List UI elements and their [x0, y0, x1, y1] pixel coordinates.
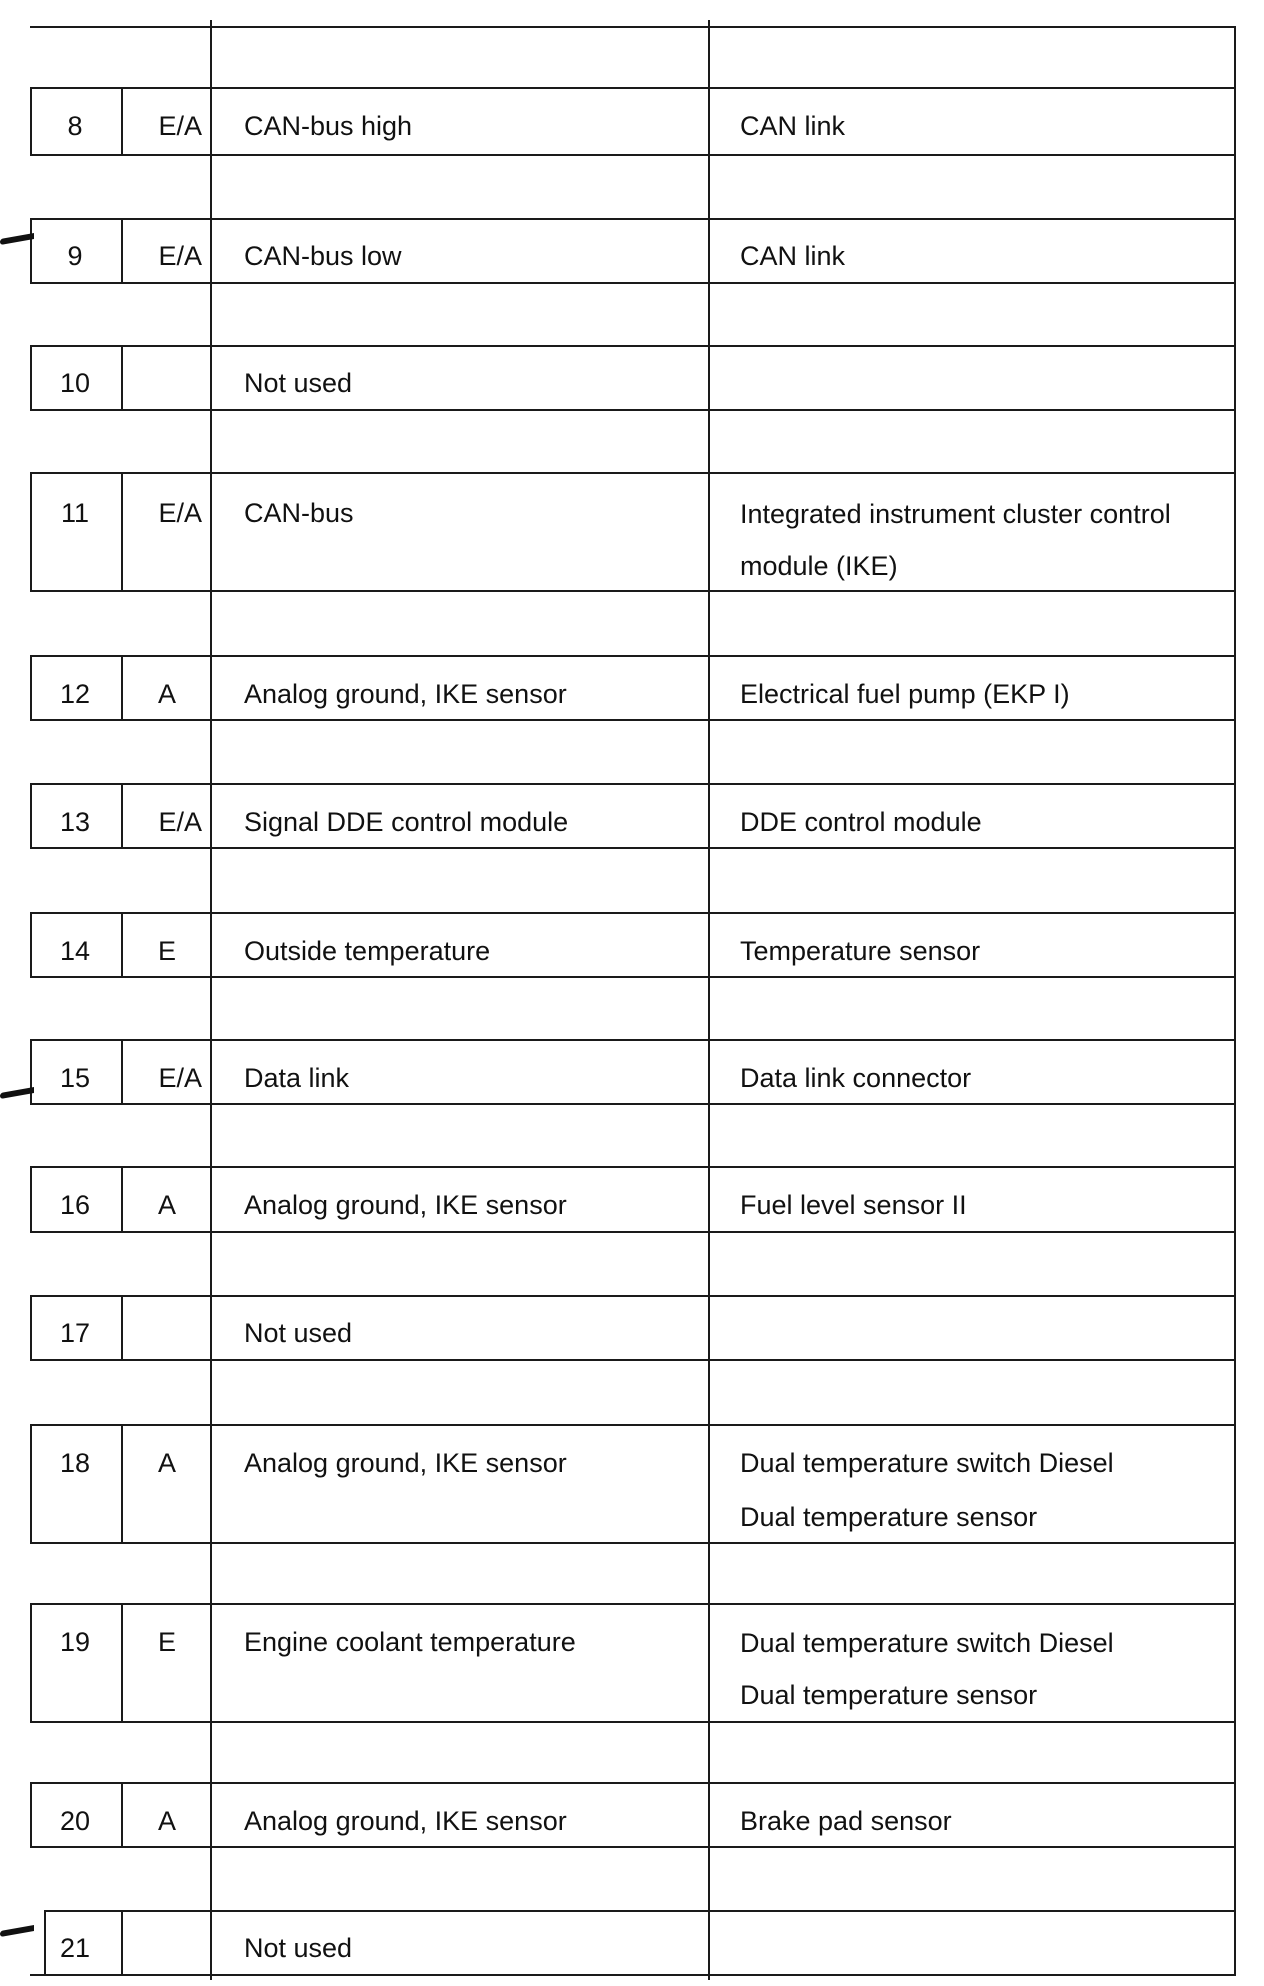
row-divider	[30, 1542, 1236, 1544]
row-border	[121, 1782, 123, 1848]
pin-number: 17	[59, 1318, 91, 1348]
row-divider	[30, 472, 1236, 474]
pin-signal: CAN-bus high	[244, 111, 413, 141]
pin-signal: Not used	[244, 368, 353, 398]
pin-component-line-2: module (IKE)	[740, 551, 898, 581]
pin-number: 14	[59, 936, 91, 966]
pin-direction: A	[157, 1190, 176, 1220]
pin-direction: A	[157, 679, 176, 709]
pin-direction: E	[157, 1627, 176, 1657]
row-border	[121, 1166, 123, 1233]
pin-direction: E/A	[158, 498, 202, 528]
row-divider	[30, 1974, 1236, 1976]
pin-number: 16	[59, 1190, 91, 1220]
pin-signal: Analog ground, IKE sensor	[244, 1806, 567, 1836]
pin-direction: E/A	[158, 241, 202, 271]
row-divider	[30, 1782, 1236, 1784]
pin-number: 12	[59, 679, 91, 709]
pin-signal: Outside temperature	[244, 936, 491, 966]
pin-signal: Engine coolant temperature	[244, 1627, 576, 1657]
pin-number: 21	[59, 1933, 91, 1963]
row-divider	[30, 1846, 1236, 1848]
pin-number: 19	[59, 1627, 91, 1657]
row-divider	[44, 1910, 1236, 1912]
row-divider	[30, 1166, 1236, 1168]
row-border	[121, 912, 123, 978]
row-divider	[30, 590, 1236, 592]
row-border	[121, 1295, 123, 1361]
row-divider	[30, 1039, 1236, 1041]
row-divider	[30, 1295, 1236, 1297]
pin-component-line-1: Dual temperature switch Diesel	[740, 1628, 1114, 1658]
pin-component-line-1: Integrated instrument cluster control	[740, 499, 1171, 529]
pin-signal: CAN-bus	[244, 498, 354, 528]
row-divider	[30, 345, 1236, 347]
row-divider	[30, 655, 1236, 657]
row-border	[121, 1603, 123, 1723]
row-divider	[30, 1603, 1236, 1605]
table-right-border	[1234, 26, 1236, 1916]
row-border	[121, 1424, 123, 1544]
pin-direction: E/A	[158, 111, 202, 141]
row-border	[121, 472, 123, 592]
pin-signal: Analog ground, IKE sensor	[244, 1448, 567, 1478]
pin-component-line-2: Dual temperature sensor	[740, 1502, 1038, 1532]
pin-signal: Signal DDE control module	[244, 807, 569, 837]
pin-component: Temperature sensor	[740, 936, 981, 966]
pin-number: 9	[67, 241, 83, 271]
binding-mark	[0, 233, 34, 245]
pin-number: 13	[59, 807, 91, 837]
binding-mark	[0, 1087, 34, 1099]
pin-component: CAN link	[740, 111, 846, 141]
row-divider	[30, 282, 1236, 284]
pin-component-line-1: Dual temperature switch Diesel	[740, 1448, 1114, 1478]
pin-number: 10	[59, 368, 91, 398]
pin-number: 8	[67, 111, 83, 141]
pin-component: Data link connector	[740, 1063, 972, 1093]
pin-signal: Not used	[244, 1933, 353, 1963]
table-top-border	[30, 26, 1236, 28]
row-divider	[30, 1103, 1236, 1105]
pin-direction: E	[157, 936, 176, 966]
row-divider	[30, 1231, 1236, 1233]
pin-number: 18	[59, 1448, 91, 1478]
pin-number: 20	[59, 1806, 91, 1836]
pin-direction: E/A	[158, 807, 202, 837]
row-divider	[30, 154, 1236, 156]
pin-number: 11	[60, 498, 90, 528]
pin-direction: A	[157, 1806, 176, 1836]
pin-number: 15	[59, 1063, 91, 1093]
row-divider	[30, 1359, 1236, 1361]
column-divider	[708, 20, 710, 1980]
row-divider	[30, 976, 1236, 978]
pin-signal: CAN-bus low	[244, 241, 402, 271]
pin-direction: A	[157, 1448, 176, 1478]
row-border	[121, 655, 123, 721]
pin-component: Electrical fuel pump (EKP I)	[740, 679, 1070, 709]
row-divider	[30, 409, 1236, 411]
pin-component: Brake pad sensor	[740, 1806, 952, 1836]
pin-signal: Analog ground, IKE sensor	[244, 679, 567, 709]
pin-component: CAN link	[740, 241, 846, 271]
row-divider	[30, 87, 1236, 89]
row-divider	[30, 1721, 1236, 1723]
row-divider	[30, 1424, 1236, 1426]
pin-component-line-2: Dual temperature sensor	[740, 1680, 1038, 1710]
row-border	[121, 87, 123, 156]
row-divider	[30, 783, 1236, 785]
pin-signal: Analog ground, IKE sensor	[244, 1190, 567, 1220]
row-divider	[30, 847, 1236, 849]
pin-component: DDE control module	[740, 807, 982, 837]
row-border	[1234, 1910, 1236, 1976]
row-border	[121, 1910, 123, 1976]
row-border	[121, 1039, 123, 1105]
row-divider	[30, 912, 1236, 914]
pin-signal: Data link	[244, 1063, 350, 1093]
row-divider	[30, 218, 1236, 220]
row-border	[121, 783, 123, 849]
row-border	[121, 345, 123, 411]
binding-mark	[0, 1925, 34, 1937]
column-divider	[210, 20, 212, 1980]
row-border	[121, 218, 123, 284]
pin-direction: E/A	[158, 1063, 202, 1093]
pin-component: Fuel level sensor II	[740, 1190, 967, 1220]
pin-signal: Not used	[244, 1318, 353, 1348]
